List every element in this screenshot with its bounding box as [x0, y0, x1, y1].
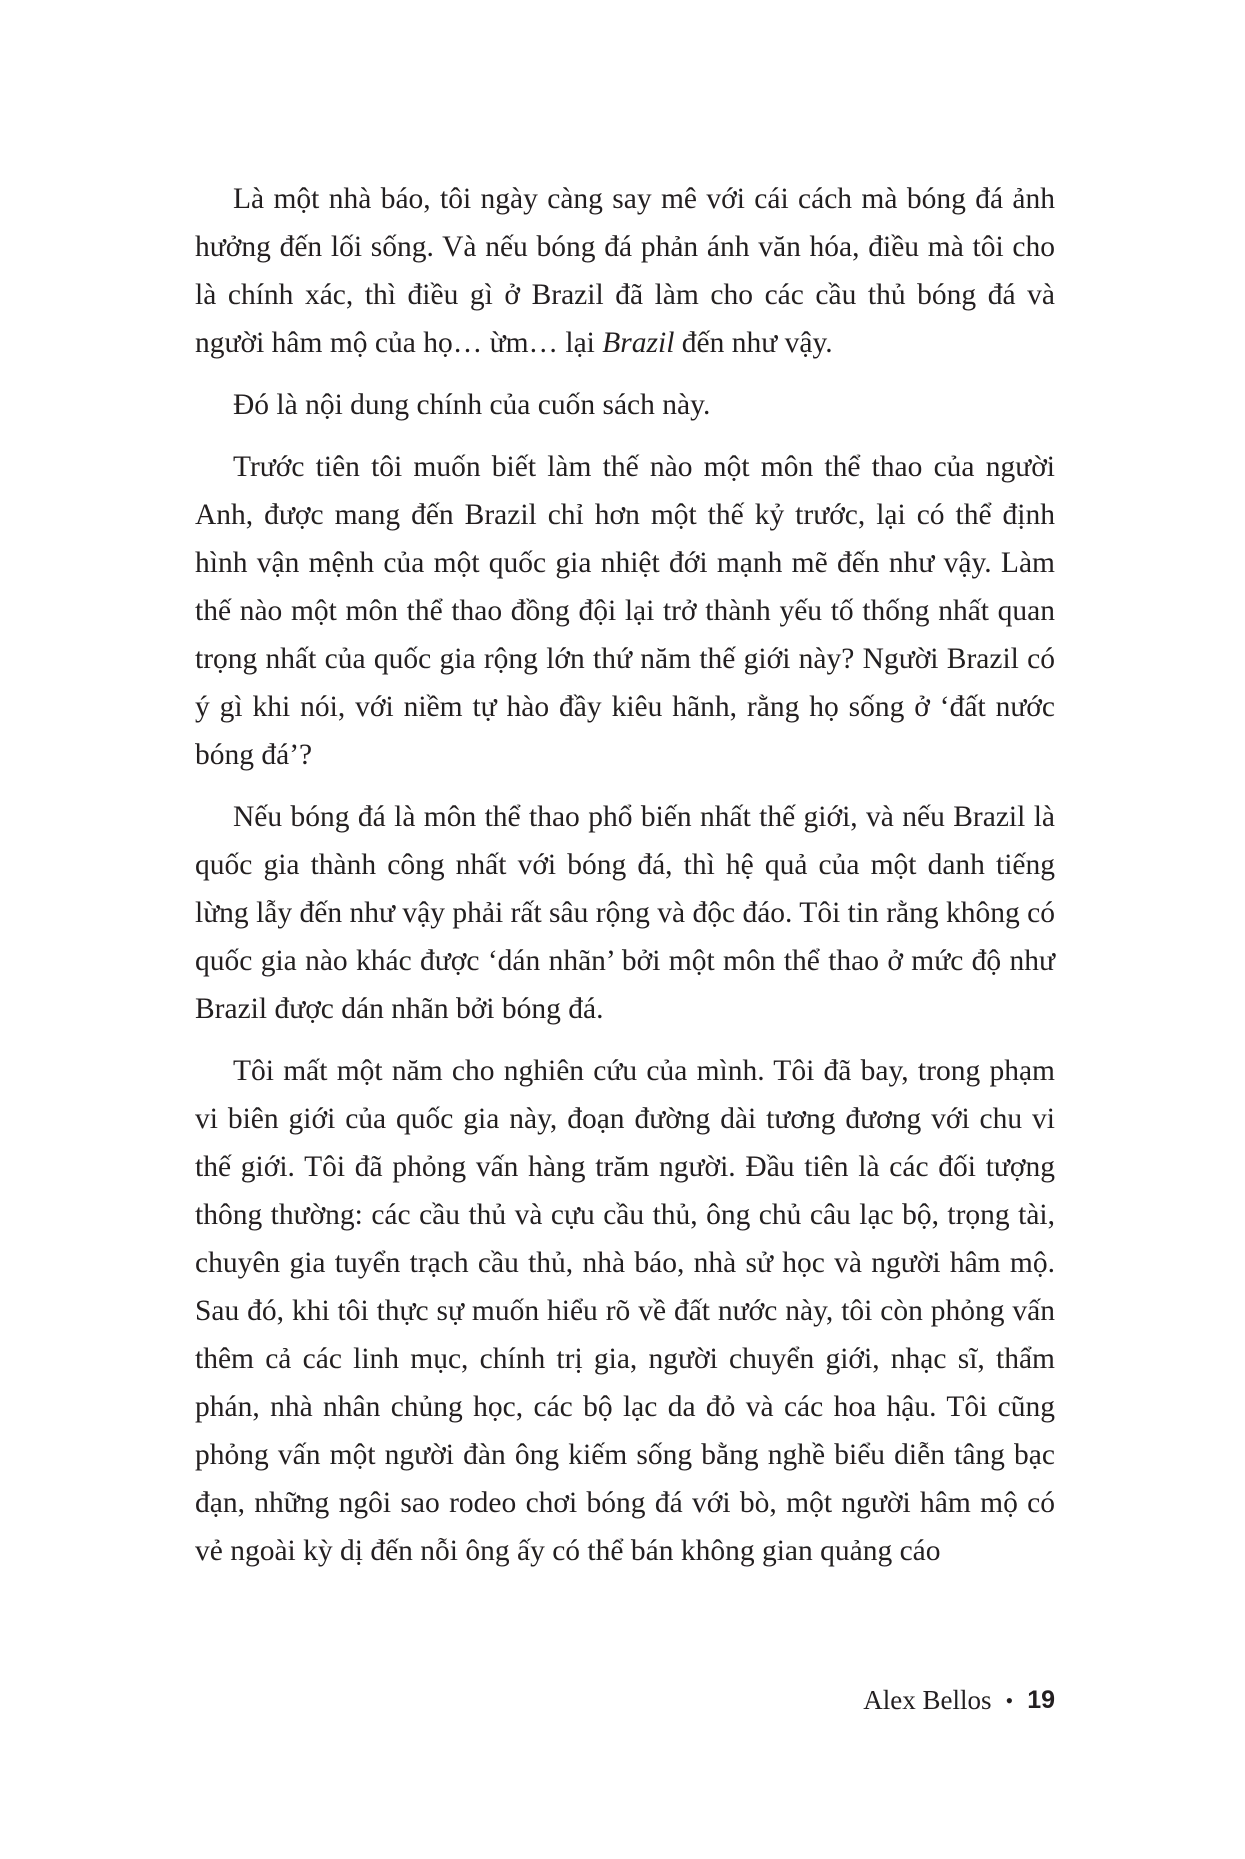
page-number: 19	[1027, 1686, 1055, 1714]
paragraph-1	[195, 175, 1055, 367]
footer-separator: •	[1005, 1687, 1014, 1713]
paragraph-5-text: Tôi mất một năm cho nghiên cứu của mình. Tôi đã bay, trong phạm vi biên giới của quốc gia này, đoạn đường dài tương đương với chu vi thế giới. Tôi đã phỏng vấn hàng trăm người. Đầu tiên là các đối tượng thông thường: các cầu thủ và cựu cầu thủ, ông chủ câu lạc bộ, trọng tài, chuyên gia tuyển trạch cầu thủ, nhà báo, nhà sử học và người hâm mộ. Sau đó, khi tôi thực sự muốn hiểu rõ về đất nước này, tôi còn phỏng vấn thêm cả các linh mục, chính trị gia, người chuyển giới, nhạc sĩ, thẩm phán, nhà nhân chủng học, các bộ lạc da đỏ và các hoa hậu. Tôi cũng phỏng vấn một người đàn ông kiếm sống bằng nghề biểu diễn tâng bạc đạn, những ngôi sao rodeo chơi bóng đá với bò, một người hâm mộ có vẻ ngoài kỳ dị đến nỗi ông ấy có thể bán không gian quảng cáo	[195, 1055, 1055, 1567]
paragraph-2-text: Đó là nội dung chính của cuốn sách này.	[233, 389, 711, 421]
paragraph-4	[195, 793, 1055, 1033]
page-footer	[863, 1685, 1055, 1716]
paragraph-2	[195, 381, 1055, 429]
paragraph-1-text-a: Là một nhà báo, tôi ngày càng say mê với cái cách mà bóng đá ảnh hưởng đến lối sống. Và nếu bóng đá phản ánh văn hóa, điều mà tôi cho là chính xác, thì điều gì ở Brazil đã làm cho các cầu thủ bóng đá và người hâm mộ của họ… ừm… lại	[195, 183, 1055, 359]
paragraph-4-text: Nếu bóng đá là môn thể thao phổ biến nhất thế giới, và nếu Brazil là quốc gia thành công nhất với bóng đá, thì hệ quả của một danh tiếng lừng lẫy đến như vậy phải rất sâu rộng và độc đáo. Tôi tin rằng không có quốc gia nào khác được ‘dán nhãn’ bởi một môn thể thao ở mức độ như Brazil được dán nhãn bởi bóng đá.	[195, 801, 1055, 1025]
paragraph-1-text-b: đến như vậy.	[674, 327, 833, 359]
paragraph-5	[195, 1047, 1055, 1575]
paragraph-3	[195, 443, 1055, 779]
page-body	[195, 175, 1055, 1589]
paragraph-1-italic-brazil: Brazil	[602, 327, 675, 359]
paragraph-3-text: Trước tiên tôi muốn biết làm thế nào một môn thể thao của người Anh, được mang đến Brazil chỉ hơn một thế kỷ trước, lại có thể định hình vận mệnh của một quốc gia nhiệt đới mạnh mẽ đến như vậy. Làm thế nào một môn thể thao đồng đội lại trở thành yếu tố thống nhất quan trọng nhất của quốc gia rộng lớn thứ năm thế giới này? Người Brazil có ý gì khi nói, với niềm tự hào đầy kiêu hãnh, rằng họ sống ở ‘đất nước bóng đá’?	[195, 451, 1055, 771]
footer-author: Alex Bellos	[863, 1685, 992, 1715]
